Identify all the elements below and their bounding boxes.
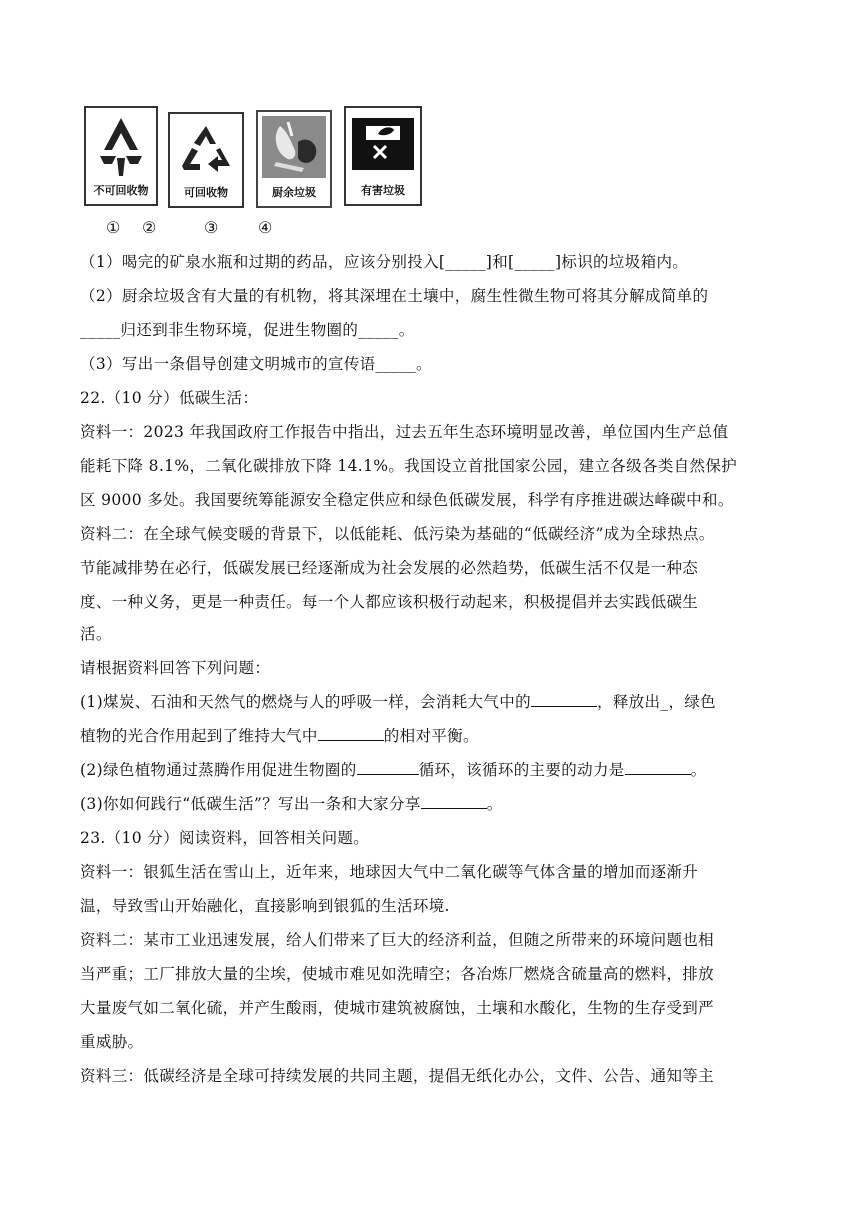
q22-part1	[80, 692, 716, 712]
question-text: 。	[486, 795, 503, 813]
paragraph-line: 当严重；工厂排放大量的尘埃，使城市难见如洗晴空；各冶炼厂燃烧含硫量高的燃料，排放	[80, 965, 715, 983]
sign-label: 不可回收物	[93, 184, 149, 197]
paragraph-line: 资料一：2023 年我国政府工作报告中指出，过去五年生态环境明显改善，单位国内生产总值	[80, 423, 729, 441]
question-text: 植物的光合作用起到了维持大气中	[80, 727, 318, 745]
sign-label: 可回收物	[184, 186, 228, 199]
question-prompt: 请根据资料回答下列问题：	[80, 659, 271, 677]
sign-number: ①	[106, 218, 121, 237]
answer-blank	[625, 760, 691, 775]
answer-blank	[357, 760, 419, 775]
q22-heading: 22.（10 分）低碳生活：	[80, 389, 259, 407]
q21-part2-cont: _____归还到非生物环境，促进生物圈的_____。	[80, 321, 415, 339]
paragraph-line: 资料一：银狐生活在雪山上，近年来，地球因大气中二氧化碳等气体含量的增加而逐渐升	[80, 863, 699, 881]
question-text: 循环，该循环的主要的动力是	[418, 761, 625, 779]
question-text: ，释放出_，绿色	[596, 693, 717, 711]
hazardous-waste-icon	[346, 108, 420, 180]
paragraph-line: 大量废气如二氧化硫，并产生酸雨，使城市建筑被腐蚀，土壤和水酸化，生物的生存受到严	[80, 999, 715, 1017]
sign-recyclable	[168, 112, 244, 208]
paragraph-line: 重威胁。	[80, 1033, 144, 1051]
paragraph-line: 资料二：某市工业迅速发展，给人们带来了巨大的经济利益，但随之所带来的环境问题也相	[80, 931, 715, 949]
answer-blank	[318, 726, 384, 741]
q21-part3: （3）写出一条倡导创建文明城市的宣传语_____。	[80, 355, 432, 373]
paragraph-line: 资料三：低碳经济是全球可持续发展的共同主题，提倡无纸化办公，文件、公告、通知等主	[80, 1067, 715, 1085]
question-text: 的相对平衡。	[383, 727, 479, 745]
q23-heading: 23.（10 分）阅读资料，回答相关问题。	[80, 829, 370, 847]
sign-number: ③	[204, 218, 219, 237]
question-text: (2)绿色植物通过蒸腾作用促进生物圈的	[80, 761, 357, 779]
sign-label: 厨余垃圾	[272, 186, 316, 199]
q21-part2: （2）厨余垃圾含有大量的有机物，将其深埋在土壤中，腐生性微生物可将其分解成简单的	[80, 287, 709, 305]
paragraph-line: 度、一种义务，更是一种责任。每一个人都应该积极行动起来，积极提倡并去实践低碳生	[80, 593, 699, 611]
sign-kitchen-waste	[256, 110, 332, 208]
sign-non-recyclable	[84, 106, 158, 206]
question-text: 。	[690, 761, 707, 779]
answer-blank	[531, 692, 597, 707]
paragraph-line: 活。	[80, 625, 112, 643]
paragraph-line: 温，导致雪山开始融化，直接影响到银狐的生活环境.	[80, 897, 450, 915]
kitchen-waste-icon	[258, 112, 330, 182]
sign-hazardous-waste	[344, 106, 422, 206]
question-text: (3)你如何践行“低碳生活”？写出一条和大家分享	[80, 795, 421, 813]
q22-part2	[80, 760, 707, 780]
question-text: (1)煤炭、石油和天然气的燃烧与人的呼吸一样，会消耗大气中的	[80, 693, 531, 711]
non-recyclable-icon	[86, 108, 156, 182]
q22-part1-cont	[80, 726, 479, 746]
recyclable-icon	[170, 114, 242, 186]
paragraph-line: 节能减排势在必行，低碳发展已经逐渐成为社会发展的必然趋势，低碳生活不仅是一种态	[80, 559, 699, 577]
paragraph-line: 资料二：在全球气候变暖的背景下，以低能耗、低污染为基础的“低碳经济”成为全球热点。	[80, 525, 715, 543]
paragraph-line: 区 9000 多处。我国要统筹能源安全稳定供应和绿色低碳发展，科学有序推进碳达峰碳中和。	[80, 491, 734, 509]
answer-blank	[421, 794, 487, 809]
sign-label: 有害垃圾	[361, 184, 405, 197]
q22-part3	[80, 794, 503, 814]
paragraph-line: 能耗下降 8.1%，二氧化碳排放下降 14.1%。我国设立首批国家公园，建立各级各类自然保护	[80, 457, 738, 475]
sign-number: ④	[258, 218, 273, 237]
q21-part1: （1）喝完的矿泉水瓶和过期的药品，应该分别投入[_____]和[_____]标识的垃圾箱内。	[80, 253, 689, 271]
sign-number: ②	[142, 218, 157, 237]
